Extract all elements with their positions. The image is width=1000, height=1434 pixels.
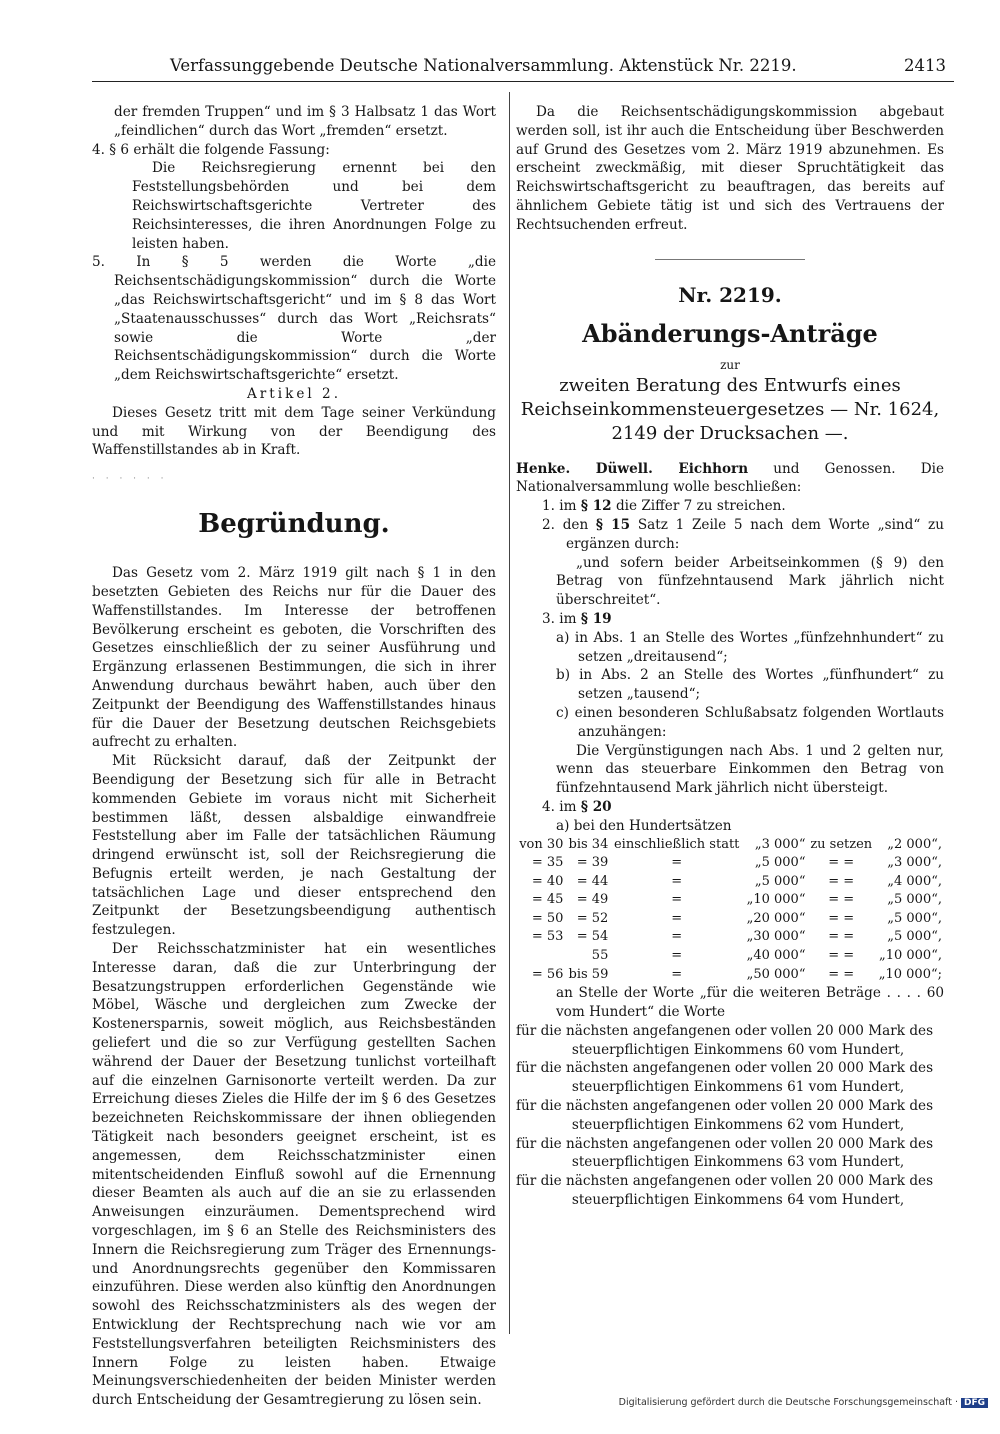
rate-table — [516, 836, 944, 985]
rate-row — [516, 966, 944, 985]
rate-cell-mid: einschließlich statt — [613, 836, 740, 852]
rate-cell-mid: = — [671, 855, 683, 871]
separator-rule — [655, 259, 805, 260]
rate-cell-statt: „40 000“ — [746, 948, 806, 964]
rate-row — [516, 873, 944, 892]
bracket-item — [516, 1172, 944, 1210]
bracket-list — [516, 1022, 944, 1210]
amendment-2-quote: „und sofern beider Arbeitseinkommen (§ 9) den Betrag von fünfzehntausend Mark jährlich nicht überschreitet“. — [556, 554, 944, 609]
begruendung-paragraph-3: Der Reichsschatzminister hat ein wesentliches Interesse daran, daß die zur Unterbringung der Besatzungstruppen erforderlichen Gegenstände wie Möbel, Wäsche und dergleichen zum Zwecke der Kostenersparnis, soweit möglich, aus Reichsbeständen geliefert und die so zur Verfügung gestellten Sachen während der Dauer der Besetzung tunlichst vorteilhaft auf die einzelnen Garnisonorte verteilt werden. Da zur Erreichung dieses Zieles die Hilfe der im § 6 des Gesetzes bezeichneten Reichskommissare der ihnen obliegenden Tätigkeit nach besonders geeignet erscheint, ist es angemessen, dem Reichsschatzminister einen mitentscheidenden Einfluß sowohl auf die Ernennung dieser Beamten als auch auf die an sie zu erlassenden Anweisungen einzuräumen. Dementsprechend wird vorgeschlagen, im § 6 an Stelle des Reichsministers des Innern die Reichsregierung zum Träger des Ernennungs- und Anordnungsrechts gegenüber den Kommissaren einzuführen. Diese werden also künftig den Anordnungen sowohl des Reichsschatzministers als des wegen der Entwicklung der Rechtsprechung nach wie vor am Feststellungsverfahren beteiligten Reichsministers des Innern Folge zu leisten haben. Etwaige Meinungsverschiedenheiten der beiden Minister werden durch Entscheidung der Gesamtregierung zu lösen sein. — [92, 941, 496, 1409]
bracket-line-1: für die nächsten angefangenen oder vollen 20 000 Mark des — [516, 1173, 934, 1190]
rate-cell-mid: = — [671, 929, 683, 945]
rate-cell-von: = 45 — [531, 892, 564, 908]
rate-cell-neu: „4 000“, — [887, 873, 942, 889]
amendment-3: 3. im § 19 — [542, 610, 612, 627]
right-column — [516, 103, 944, 1210]
rate-cell-zu: = = — [828, 873, 855, 889]
rate-row — [516, 947, 944, 966]
bracket-item — [516, 1022, 944, 1060]
begruendung-paragraph-2: Mit Rücksicht darauf, daß der Zeitpunkt der Beendigung der Besetzung sich für alle in Betracht kommenden Gebiete im voraus nicht mit Sicherheit bestimmen läßt, dessen alsbaldige einwandfreie Feststellung aber im Falle der tatsächlichen Räumung dringend erwünscht ist, soll der Reichsregierung die Befugnis erteilt werden, je nach Gestaltung der tatsächlichen Lage und dieser entsprechend den Zeitpunkt der Besetzungsbeendigung authentisch festzulegen. — [92, 753, 496, 939]
amendment-3c: c) einen besonderen Schlußabsatz folgenden Wortlauts anzuhängen: — [556, 704, 944, 740]
rate-cell-bis: = 54 — [576, 929, 609, 945]
rate-cell-bis: = 39 — [576, 855, 609, 871]
left-column — [92, 103, 496, 1410]
rate-cell-statt: „30 000“ — [746, 929, 806, 945]
bracket-line-2: steuerpflichtigen Einkommens 64 vom Hundert, — [571, 1192, 905, 1209]
bracket-line-2: steuerpflichtigen Einkommens 60 vom Hundert, — [571, 1041, 905, 1058]
rate-row — [516, 910, 944, 929]
rate-cell-bis: = 44 — [576, 873, 609, 889]
amendment-3b: b) in Abs. 2 an Stelle des Wortes „fünfhundert“ zu setzen „tausend“; — [556, 667, 944, 703]
bracket-line-1: für die nächsten angefangenen oder vollen 20 000 Mark des — [516, 1098, 934, 1115]
bracket-item — [516, 1097, 944, 1135]
bracket-item — [516, 1135, 944, 1173]
rate-cell-zu: = = — [828, 855, 855, 871]
artikel-heading: Artikel 2. — [246, 385, 342, 402]
column-divider — [509, 92, 510, 1334]
section-ref-12: § 12 — [580, 498, 612, 515]
rate-cell-mid: = — [671, 948, 683, 964]
header-title: Verfassunggebende Deutsche Nationalversammlung. Aktenstück Nr. 2219. — [170, 56, 797, 75]
antraege-subtitle: zweiten Beratung des Entwurfs eines Reichseinkommensteuergesetzes — Nr. 1624, 2149 der Drucksachen —. — [520, 374, 940, 444]
artikel-text: Dieses Gesetz tritt mit dem Tage seiner Verkündung und mit Wirkung von der Beendigung des Waffenstillstandes ab in Kraft. — [92, 404, 496, 459]
rate-cell-bis: = 49 — [576, 892, 609, 908]
header-rule — [92, 81, 954, 82]
footer-credit — [619, 1397, 988, 1408]
paragraph-top: Da die Reichsentschädigungskommission abgebaut werden soll, ist ihr auch die Entscheidung über Beschwerden auf Grund des Gesetzes vom 2. März 1919 abzunehmen. Es erscheint zweckmäßig, mit dieser Spruchtätigkeit das Reichswirtschaftsgericht zu beauftragen, das bereits auf ähnlichem Gebiete tätig ist und sich des Vertrauens der Rechtsuchenden erfreut. — [516, 104, 944, 233]
bracket-line-2: steuerpflichtigen Einkommens 61 vom Hundert, — [571, 1079, 905, 1096]
rate-cell-zu: = = — [828, 892, 855, 908]
bracket-line-1: für die nächsten angefangenen oder vollen 20 000 Mark des — [516, 1022, 934, 1039]
zur-label: zur — [720, 357, 740, 372]
rate-cell-von: = 50 — [531, 910, 564, 926]
rate-cell-neu: „5 000“, — [887, 892, 942, 908]
rate-cell-von: = 40 — [531, 873, 564, 889]
rate-cell-zu: = = — [828, 948, 855, 964]
bracket-line-1: für die nächsten angefangenen oder vollen 20 000 Mark des — [516, 1060, 934, 1077]
paragraph-continuation: der fremden Truppen“ und im § 3 Halbsatz 1 das Wort „feindlichen“ durch das Wort „fremden“ ersetzt. — [114, 104, 496, 139]
footer-text: Digitalisierung gefördert durch die Deutsche Forschungsgemeinschaft · — [618, 1397, 958, 1408]
amendment-1: 1. im § 12 die Ziffer 7 zu streichen. — [542, 498, 786, 515]
bracket-line-1: für die nächsten angefangenen oder vollen 20 000 Mark des — [516, 1135, 934, 1152]
rate-cell-neu: „10 000“; — [878, 966, 942, 982]
rate-cell-zu: = = — [828, 910, 855, 926]
rate-cell-zu: = = — [828, 929, 855, 945]
section-ornament: · · · · · · — [92, 474, 168, 485]
rate-cell-bis: 55 — [591, 948, 609, 964]
rate-cell-neu: „2 000“, — [887, 836, 942, 852]
begruendung-paragraph-1: Das Gesetz vom 2. März 1919 gilt nach § 1 in den besetzten Gebieten des Reichs nur für die Dauer des Waffenstillstandes. Im Interesse der betroffenen Bevölkerung erscheint es geboten, die Vorschriften des Gesetzes einschließlich der zu seiner Ausführung und Ergänzung erlassenen Bestimmungen, die sich in ihrer Anwendung durchaus bewährt haben, auch über den Zeitpunkt der Beendigung des Waffenstillstandes hinaus für die Dauer der Besetzung deutschen Reichsgebiets aufrecht zu erhalten. — [92, 565, 496, 751]
rate-cell-neu: „5 000“, — [887, 910, 942, 926]
rate-cell-von: = 53 — [531, 929, 564, 945]
document-number: Nr. 2219. — [678, 282, 782, 307]
rate-row — [516, 854, 944, 873]
motion-intro — [516, 460, 944, 498]
rate-row — [516, 891, 944, 910]
rate-cell-bis: bis 34 — [568, 836, 609, 852]
rate-cell-von: von 30 — [519, 836, 564, 852]
bracket-line-2: steuerpflichtigen Einkommens 62 vom Hundert, — [571, 1116, 905, 1133]
begruendung-heading: Begründung. — [198, 509, 390, 540]
antraege-heading: Abänderungs-Anträge — [582, 318, 878, 348]
motion-authors: Henke. Düwell. Eichhorn — [516, 460, 749, 477]
rate-cell-mid: = — [671, 873, 683, 889]
rate-row — [516, 836, 944, 855]
stelle-text: an Stelle der Worte „für die weiteren Beträge . . . . 60 vom Hundert“ die Worte — [556, 985, 944, 1021]
amendment-4a: a) bei den Hundertsätzen — [556, 817, 732, 834]
rate-row — [516, 928, 944, 947]
rate-cell-bis: bis 59 — [568, 966, 609, 982]
amendment-2: 2. den § 15 Satz 1 Zeile 5 nach dem Worte „sind“ zu ergänzen durch: — [542, 516, 944, 552]
list-item-4: 4. § 6 erhält die folgende Fassung: — [92, 141, 330, 158]
amendment-4: 4. im § 20 — [542, 798, 612, 815]
rate-cell-zu: = = — [828, 966, 855, 982]
rate-cell-statt: „5 000“ — [754, 873, 806, 889]
running-header — [170, 56, 946, 78]
rate-cell-mid: = — [671, 966, 683, 982]
rate-cell-zu: zu setzen — [810, 836, 873, 852]
rate-cell-neu: „10 000“, — [878, 948, 942, 964]
rate-cell-mid: = — [671, 910, 683, 926]
section-ref-19: § 19 — [580, 610, 612, 627]
rate-cell-bis: = 52 — [576, 910, 609, 926]
page-number: 2413 — [904, 56, 946, 75]
dfg-logo: DFG — [961, 1398, 988, 1408]
rate-cell-neu: „3 000“, — [887, 855, 942, 871]
quote-paragraph-6: Die Reichsregierung ernennt bei den Feststellungsbehörden und bei dem Reichswirtschaftsgerichte Vertreter des Reichsinteresses, die ihren Anordnungen Folge zu leisten haben. — [132, 160, 496, 252]
bracket-item — [516, 1059, 944, 1097]
rate-cell-statt: „5 000“ — [754, 855, 806, 871]
section-ref-15: § 15 — [595, 516, 631, 533]
rate-cell-von: = 56 — [531, 966, 564, 982]
rate-cell-neu: „5 000“, — [887, 929, 942, 945]
section-ref-20: § 20 — [580, 798, 612, 815]
amendment-3a: a) in Abs. 1 an Stelle des Wortes „fünfzehnhundert“ zu setzen „dreitausend“; — [556, 629, 944, 665]
rate-cell-von: = 35 — [531, 855, 564, 871]
rate-cell-statt: „10 000“ — [746, 892, 806, 908]
rate-cell-statt: „50 000“ — [746, 966, 806, 982]
list-item-5: 5. In § 5 werden die Worte „die Reichsentschädigungskommission“ durch die Worte „das Reichswirtschaftsgericht“ und im § 8 das Wort „Staatenausschusses“ durch das Wort „Reichsrats“ sowie die Worte „der Reichsentschädigungskommission“ durch die Worte „dem Reichswirtschaftsgerichte“ ersetzt. — [92, 254, 496, 384]
rate-cell-von — [516, 947, 565, 966]
amendment-3c-quote: Die Vergünstigungen nach Abs. 1 und 2 gelten nur, wenn das steuerbare Einkommen den Betrag von fünfzehntausend Mark jährlich nicht übersteigt. — [556, 742, 944, 797]
rate-cell-mid: = — [671, 892, 683, 908]
rate-cell-statt: „3 000“ — [754, 836, 806, 852]
rate-cell-statt: „20 000“ — [746, 910, 806, 926]
motion-intro-text: und Genossen. Die Nationalversammlung wolle beschließen: — [516, 460, 944, 496]
bracket-line-2: steuerpflichtigen Einkommens 63 vom Hundert, — [571, 1154, 905, 1171]
